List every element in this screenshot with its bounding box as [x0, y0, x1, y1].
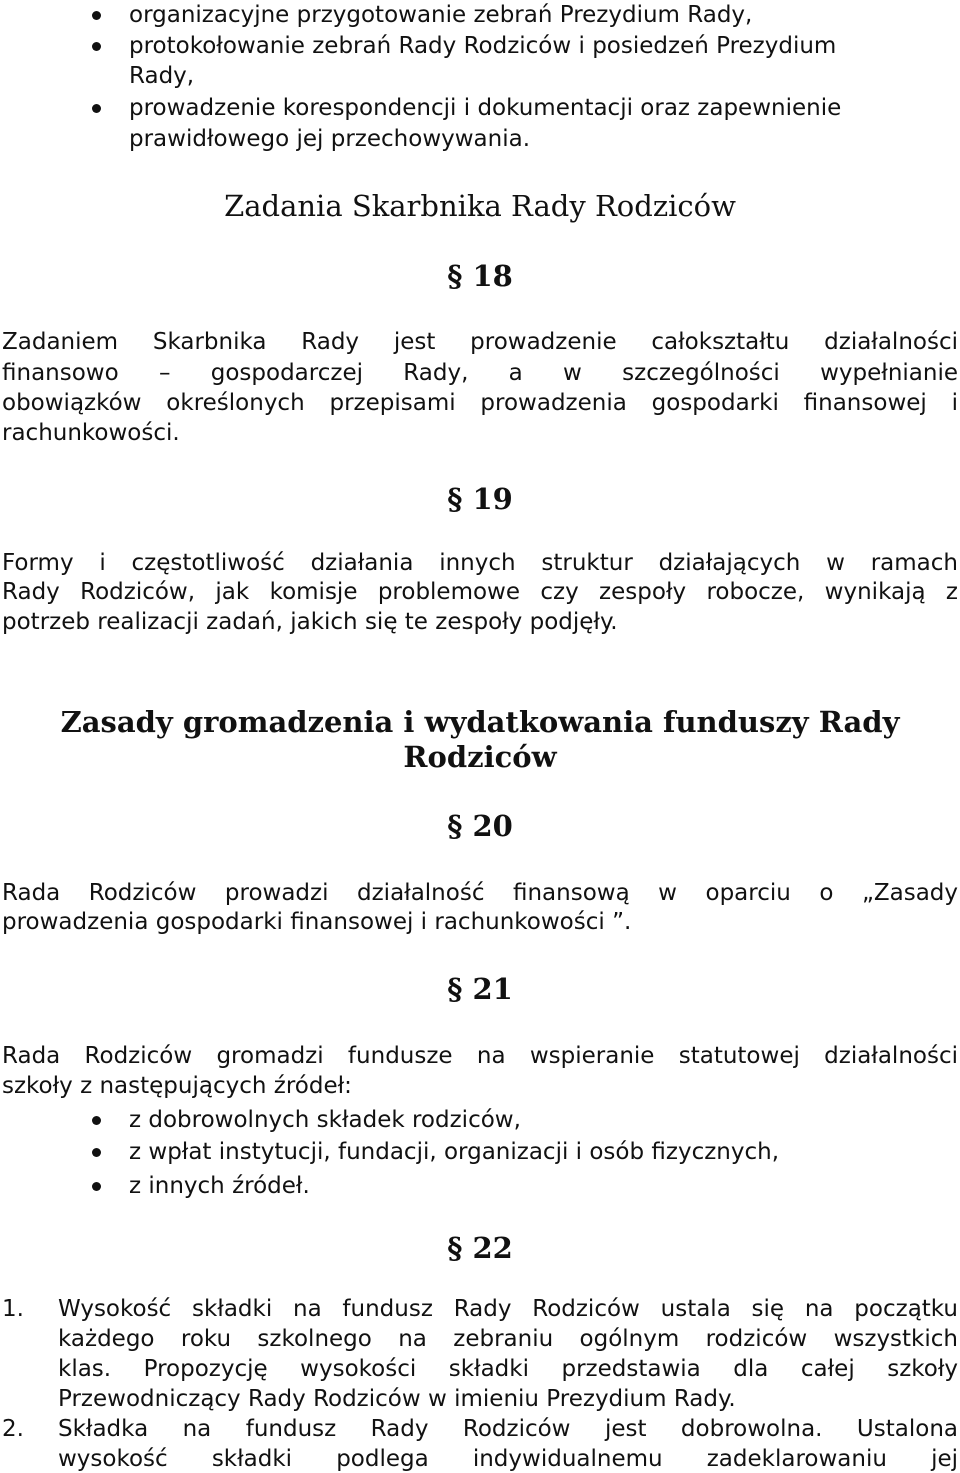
paragraph-19-line: potrzeb realizacji zadań, jakich się te zespoły podjęły.: [2, 609, 618, 635]
bullet-icon: [92, 1116, 101, 1125]
paragraph-20-line: prowadzenia gospodarki finansowej i rachunkowości ”.: [2, 909, 632, 935]
paragraph-number-19: § 19: [447, 482, 513, 516]
paragraph-number-22: § 22: [447, 1231, 513, 1265]
paragraph-21-line: Rada Rodziców gromadzi fundusze na wspieranie statutowej działalności: [2, 1043, 958, 1069]
paragraph-18-line: finansowo – gospodarczej Rady, a w szczególności wypełnianie: [2, 360, 958, 386]
bullet-icon: [92, 1182, 101, 1191]
bullet-icon: [92, 11, 101, 20]
paragraph-number-21: § 21: [447, 972, 513, 1006]
item-number: 2.: [2, 1416, 24, 1442]
item-body: Wysokość składki na fundusz Rady Rodziców ustala się na początku każdego roku szkolnego na zebraniu ogólnym rodziców wszystkich klas. Propozycję wysokości składki przedstawia dla całej szkoły Przewodniczący Rady Rodziców w imieniu Prezydium Rady.: [58, 1296, 958, 1412]
document-page: organizacyjne przygotowanie zebrań Prezydium Rady, protokołowanie zebrań Rady Rodziców i posiedzeń Prezydium Rady, prowadzenie korespondencji i dokumentacji oraz zapewnienie prawidłowego jej przechowywania. Zadania Skarbnika Rady Rodziców § 18 Zadaniem Skarbnika Rady jest prowadzenie całokształtu działalności finansowo – gospodarczej Rady, a w szczególności wypełnianie obowiązków określonych przepisami prowadzenia gospodarki finansowej i rachunkowości. § 19 Formy i częstotliwość działania innych struktur działających w ramach Rady Rodziców, jak komisje problemowe czy zespoły robocze, wynikają z potrzeb realizacji zadań, jakich się te zespoły podjęły. Zasady gromadzenia i wydatkowania funduszy Rady Rodziców § 20 Rada Rodziców prowadzi działalność finansową w oparciu o „Zasady prowadzenia gospodarki finansowej i rachunkowości ”. § 21 Rada Rodziców gromadzi fundusze na wspieranie statutowej działalności szkoły z następujących źródeł: z dobrowolnych składek rodziców, z wpłat instytucji, fundacji, organizacji i osób fizycznych, z innych źródeł. § 22 1. Wysokość składki na fundusz Rady Rodziców ustala się na początku każdego roku szkolnego na zebraniu ogólnym rodziców wszystkich klas. Propozycję wysokości składki przedstawia dla całej szkoły Przewodniczący Rady Rodziców w imieniu Prezydium Rady. 2. Składka na fundusz Rady Rodziców jest dobrowolna. Ustalona wysokość składki podlega indywidualnemu zadeklarowaniu jej: [2, 2, 958, 1472]
paragraph-20-line: Rada Rodziców prowadzi działalność finansową w oparciu o „Zasady: [2, 880, 958, 906]
paragraph-number-18: § 18: [447, 259, 513, 293]
section-heading-zasady-line2: Rodziców: [403, 740, 557, 774]
paragraph-number-20: § 20: [447, 809, 513, 843]
bullet-icon: [92, 1148, 101, 1157]
item-number: 1.: [2, 1296, 24, 1322]
bullet-icon: [92, 42, 101, 51]
paragraph-19-line: Rady Rodziców, jak komisje problemowe czy zespoły robocze, wynikają z: [2, 579, 958, 605]
section-heading-skarbnik: Zadania Skarbnika Rady Rodziców: [224, 189, 736, 223]
section-heading-zasady-line1: Zasady gromadzenia i wydatkowania funduszy Rady: [60, 705, 900, 739]
paragraph-18-line: rachunkowości.: [2, 420, 180, 446]
bullet-icon: [92, 104, 101, 113]
paragraph-19-line: Formy i częstotliwość działania innych struktur działających w ramach: [2, 550, 958, 576]
paragraph-18-line: obowiązków określonych przepisami prowadzenia gospodarki finansowej i: [2, 390, 958, 416]
item-body: Składka na fundusz Rady Rodziców jest dobrowolna. Ustalona wysokość składki podlega indywidualnemu zadeklarowaniu jej: [58, 1416, 958, 1472]
paragraph-21-line: szkoły z następujących źródeł:: [2, 1073, 352, 1099]
paragraph-18-line: Zadaniem Skarbnika Rady jest prowadzenie całokształtu działalności: [2, 329, 958, 355]
